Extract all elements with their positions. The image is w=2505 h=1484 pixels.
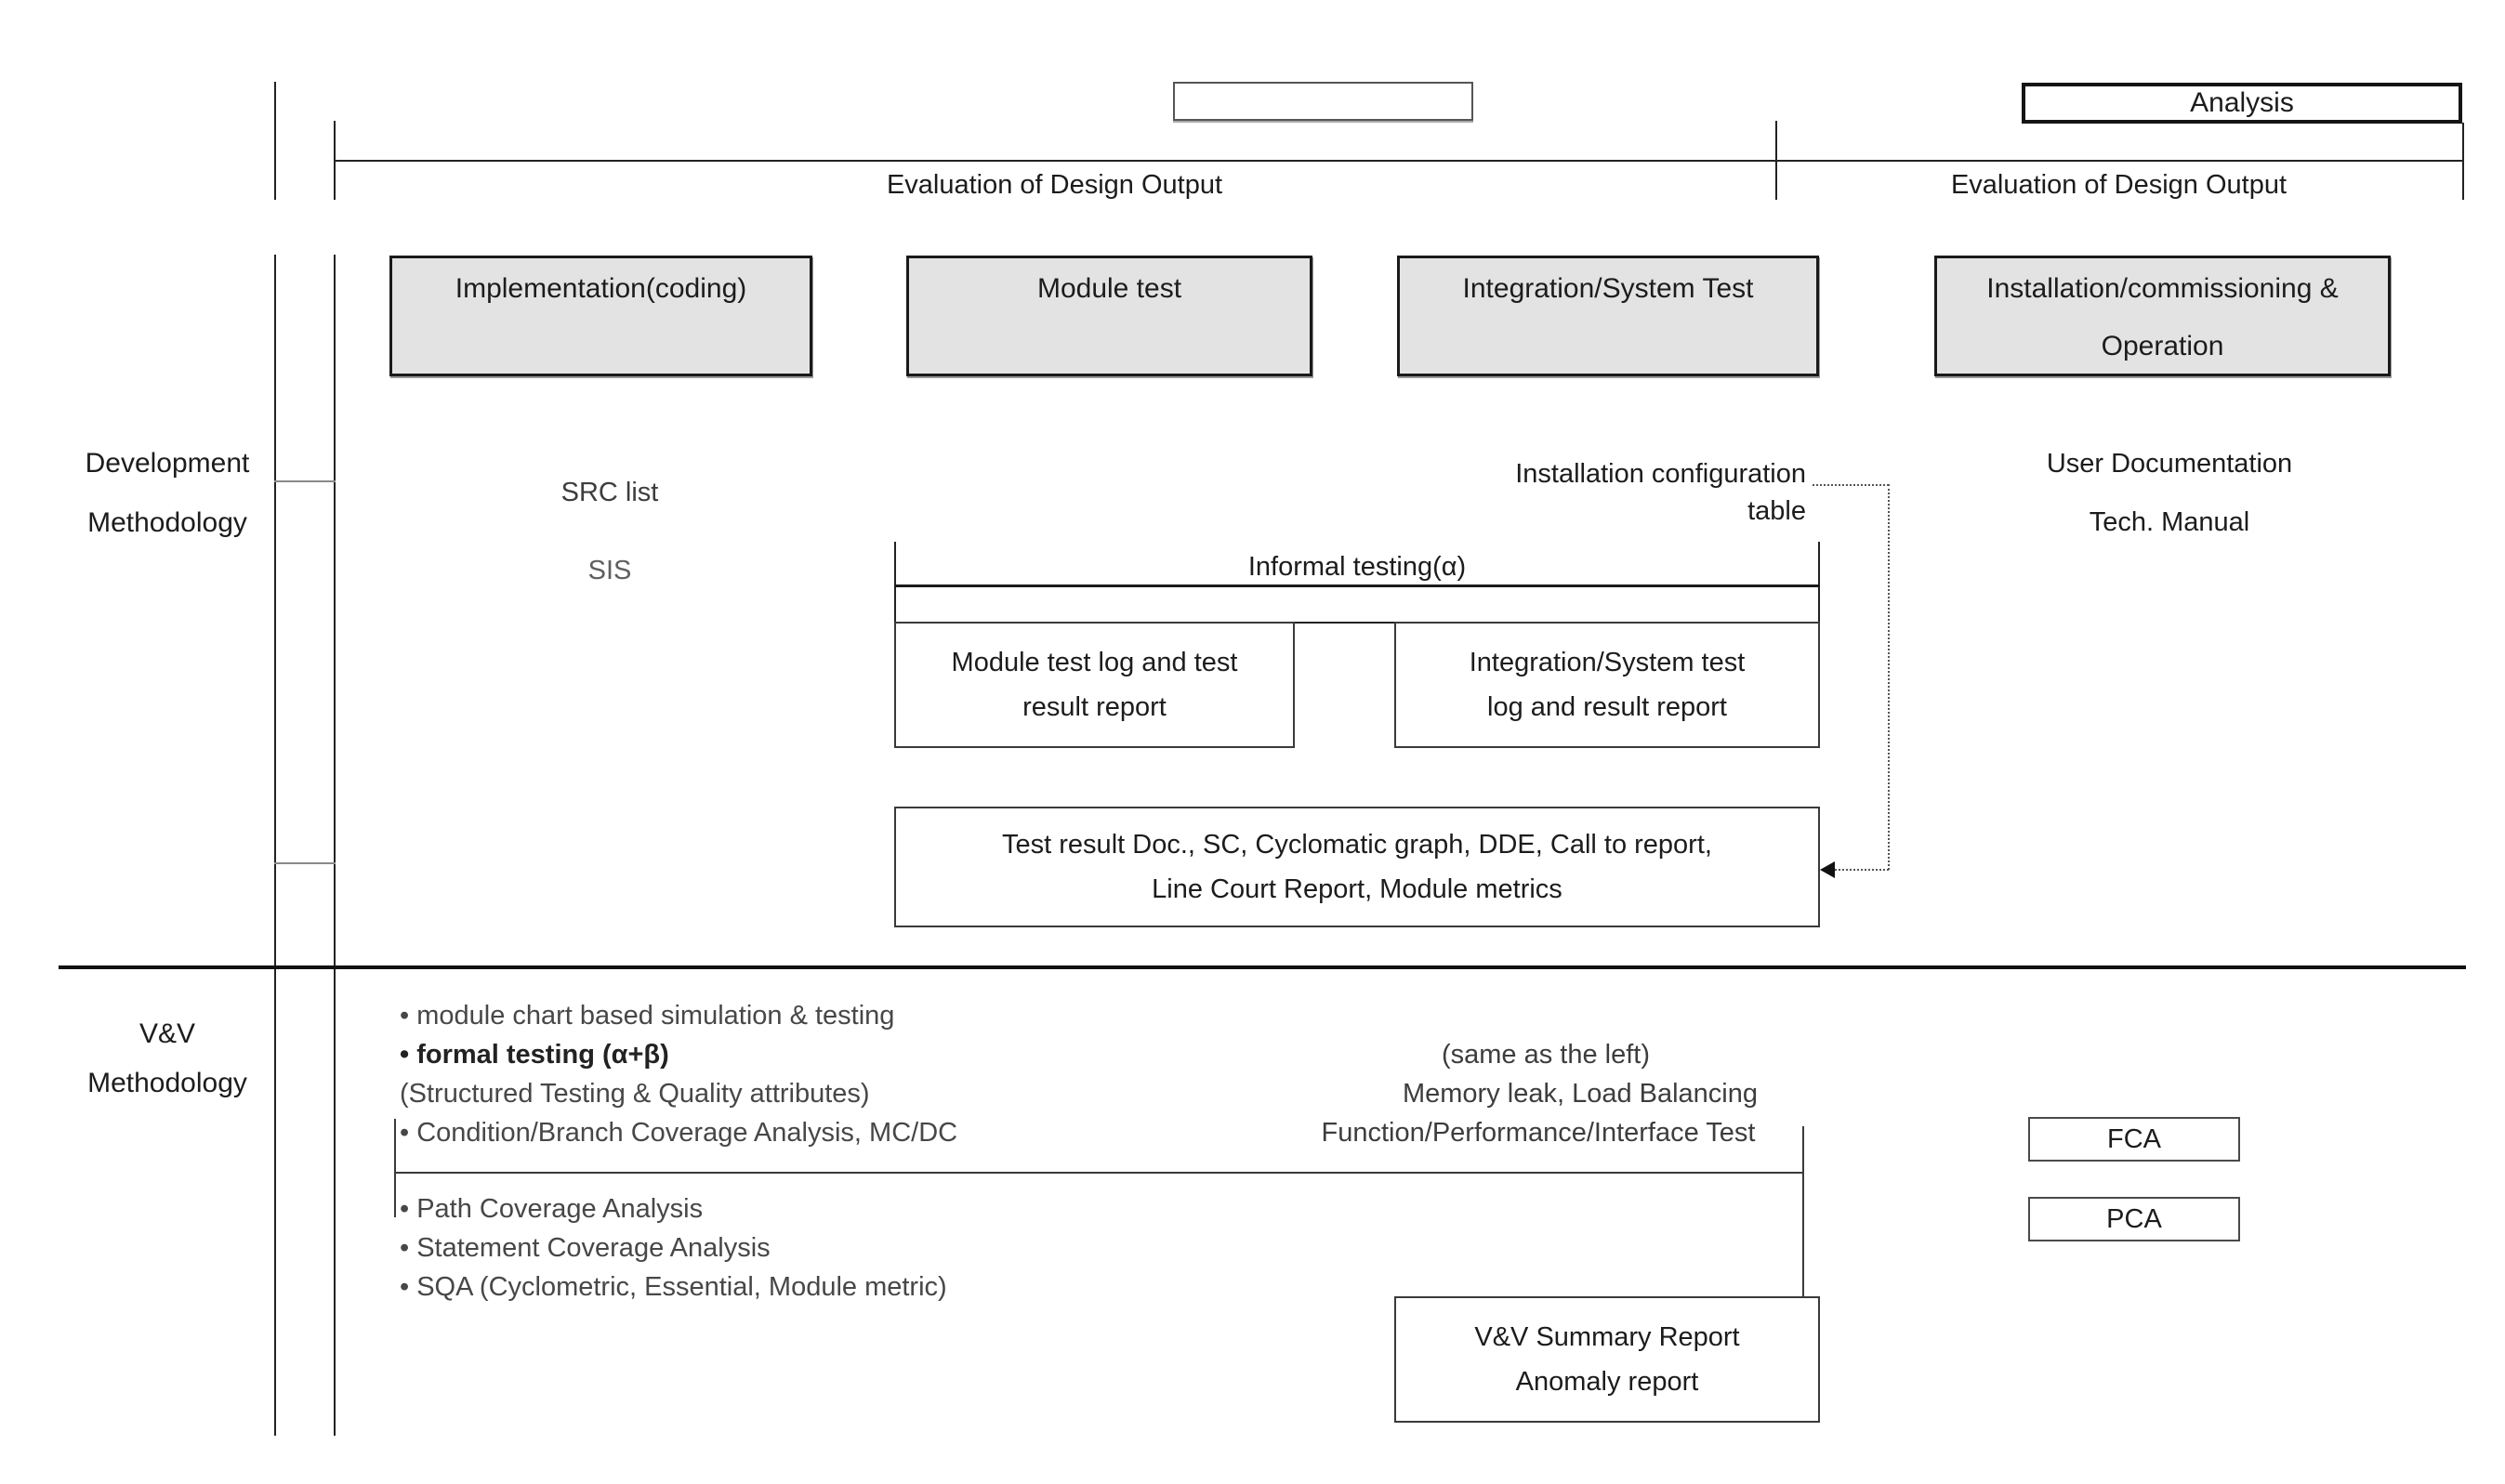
tech-manual-label: Tech. Manual xyxy=(2089,507,2250,537)
integration-test-log-box xyxy=(1394,622,1820,748)
development-label-line2: Methodology xyxy=(87,507,247,538)
vv-summary-line1: V&V Summary Report xyxy=(1474,1322,1740,1352)
test-result-doc-box xyxy=(894,807,1820,927)
function-performance-note: Function/Performance/Interface Test xyxy=(1321,1118,1756,1148)
vv-bracket-right-line xyxy=(1802,1126,1804,1308)
vv-summary-line2: Anomaly report xyxy=(1515,1367,1699,1397)
sis-label: SIS xyxy=(587,556,632,585)
phase-installation-label-line2: Operation xyxy=(2101,331,2224,361)
vv-bullet-item: • SQA (Cyclometric, Essential, Module metric) xyxy=(400,1272,947,1302)
install-config-label-line2: table xyxy=(1747,496,1806,526)
eval-design-output-left: Evaluation of Design Output xyxy=(886,170,1223,200)
module-test-log-line2: result report xyxy=(1022,692,1167,722)
empty-label-box xyxy=(1173,82,1473,121)
arrow-left-icon xyxy=(1820,861,1835,878)
rail-tick-upper xyxy=(274,480,336,482)
phase-integration-test-label: Integration/System Test xyxy=(1462,273,1754,304)
rail-tick-lower xyxy=(274,862,336,864)
dotted-connector-vertical-line xyxy=(1888,484,1890,870)
vv-bullet-item: • Condition/Branch Coverage Analysis, MC/DC xyxy=(400,1118,958,1148)
vv-bullet-item: (Structured Testing & Quality attributes) xyxy=(400,1079,870,1109)
integration-test-log-line1: Integration/System test xyxy=(1469,648,1746,677)
dotted-connector-bottom-line xyxy=(1835,869,1889,871)
fca-label: FCA xyxy=(2107,1123,2161,1154)
fca-box xyxy=(2028,1117,2240,1162)
module-test-log-line1: Module test log and test xyxy=(951,648,1238,677)
vv-bullet-item: • formal testing (α+β) xyxy=(400,1040,669,1070)
vv-bullet-item: • Statement Coverage Analysis xyxy=(400,1233,771,1263)
test-result-doc-line1: Test result Doc., SC, Cyclomatic graph, DDE, Call to report, xyxy=(1002,830,1712,860)
user-documentation-label: User Documentation xyxy=(2046,449,2293,479)
top-left-rail-line xyxy=(274,82,276,200)
test-result-doc-line2: Line Court Report, Module metrics xyxy=(1152,874,1562,904)
module-test-log-box xyxy=(894,622,1295,748)
left-rail-outer-line xyxy=(274,255,276,1436)
phase-module-test-box xyxy=(906,256,1312,376)
dotted-connector-top-line xyxy=(1813,484,1889,486)
header-right-edge-line xyxy=(2462,123,2464,200)
vv-summary-report-box xyxy=(1394,1296,1820,1423)
phase-installation-box xyxy=(1934,256,2391,376)
section-divider-line xyxy=(59,965,2466,969)
left-rail-inner-line xyxy=(334,255,336,1436)
pca-label: PCA xyxy=(2106,1203,2162,1234)
integration-test-log-line2: log and result report xyxy=(1487,692,1727,722)
eval-design-output-right: Evaluation of Design Output xyxy=(1950,170,2287,200)
vv-bullet-item: • Path Coverage Analysis xyxy=(400,1194,704,1224)
vv-bracket-horizontal-line xyxy=(394,1172,1803,1174)
vv-label-line2: Methodology xyxy=(87,1068,247,1098)
analysis-label: Analysis xyxy=(2190,87,2294,118)
development-label-line1: Development xyxy=(85,448,250,479)
header-timeline-line xyxy=(334,160,2464,162)
informal-bracket-bottom-line xyxy=(894,584,1820,587)
memory-leak-note: Memory leak, Load Balancing xyxy=(1402,1079,1759,1109)
informal-testing-label: Informal testing(α) xyxy=(1247,552,1467,582)
phase-module-test-label: Module test xyxy=(1036,273,1182,304)
vv-bullet-gap xyxy=(400,1158,957,1195)
phase-integration-test-box xyxy=(1397,256,1819,376)
install-config-label-line1: Installation configuration xyxy=(1515,459,1806,489)
analysis-box xyxy=(2022,83,2462,124)
phase-installation-label-line1: Installation/commissioning & xyxy=(1986,273,2339,304)
pca-box xyxy=(2028,1197,2240,1241)
phase-implementation-label: Implementation(coding) xyxy=(455,273,747,304)
same-as-left-note: (same as the left) xyxy=(1441,1040,1651,1070)
vv-bullet-item: • module chart based simulation & testing xyxy=(400,1001,895,1031)
vv-label-line1: V&V xyxy=(138,1018,196,1049)
src-list-label: SRC list xyxy=(560,478,659,507)
phase-implementation-box xyxy=(389,256,812,376)
vv-bullet-list xyxy=(400,1002,957,1312)
vv-bracket-left-line xyxy=(394,1119,396,1217)
